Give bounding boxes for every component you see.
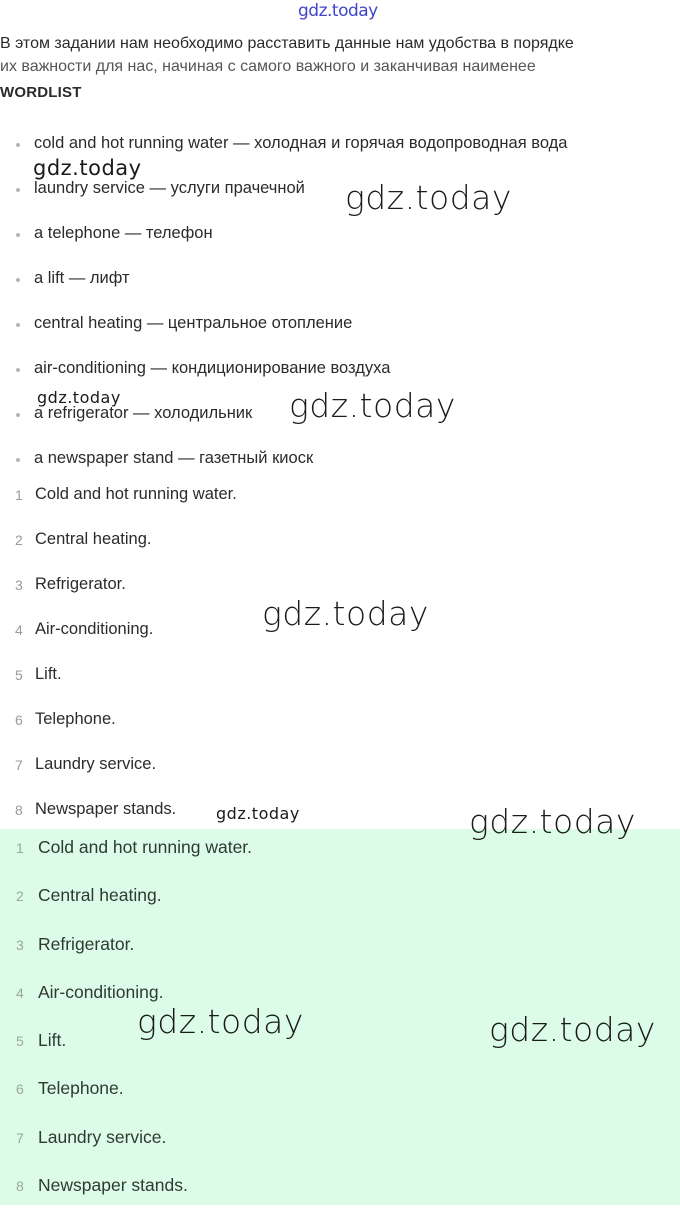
watermark: gdz.today <box>33 156 142 180</box>
bullet-icon <box>16 278 20 282</box>
bullet-icon <box>16 143 20 147</box>
list-item: a lift — лифт <box>0 269 567 314</box>
answer-item: 1 Cold and hot running water. <box>15 485 237 503</box>
list-item: air-conditioning — кондиционирование воздуха <box>0 359 567 404</box>
list-item: a telephone — телефон <box>0 224 567 269</box>
watermark: gdz.today <box>469 802 636 841</box>
watermark: gdz.today <box>489 1010 656 1049</box>
answer-item: 5 Lift. <box>16 1030 67 1051</box>
watermark: gdz.today <box>345 178 512 217</box>
answer-item: 4 Air-conditioning. <box>16 981 164 1002</box>
watermark: gdz.today <box>216 804 300 823</box>
watermark: gdz.today <box>289 386 456 425</box>
list-item: a newspaper stand — газетный киоск <box>0 449 567 494</box>
bullet-icon <box>16 368 20 372</box>
clipped-text-line: их важности для нас, начиная с самого важного и заканчивая наименее <box>0 58 536 75</box>
wordlist-title: WORDLIST <box>0 84 82 101</box>
answer-item: 2 Central heating. <box>16 885 162 906</box>
list-item: cold and hot running water — холодная и горячая водопроводная вода <box>0 134 567 179</box>
list-item: laundry service — услуги прачечной <box>0 179 567 224</box>
list-item: central heating — центральное отопление <box>0 314 567 359</box>
bullet-icon <box>16 233 20 237</box>
bullet-icon <box>16 458 20 462</box>
top-watermark: gdz.today <box>298 1 378 21</box>
answer-item: 3 Refrigerator. <box>16 933 135 954</box>
answer-item: 7 Laundry service. <box>15 755 157 773</box>
bullet-icon <box>16 323 20 327</box>
answer-item: 6 Telephone. <box>16 1078 124 1099</box>
answer-item: 5 Lift. <box>15 665 62 683</box>
answer-item: 4 Air-conditioning. <box>15 620 154 638</box>
intro-text: В этом задании нам необходимо расставить данные нам удобства в порядке <box>0 35 574 52</box>
answer-list <box>0 485 237 845</box>
watermark: gdz.today <box>262 594 429 633</box>
answer-item: 6 Telephone. <box>15 710 116 728</box>
answer-item: 7 Laundry service. <box>16 1126 167 1147</box>
bullet-icon <box>16 413 20 417</box>
bullet-icon <box>16 188 20 192</box>
answer-item: 8 Newspaper stands. <box>16 1175 188 1196</box>
list-item: a refrigerator — холодильник <box>0 404 567 449</box>
watermark: gdz.today <box>137 1002 304 1041</box>
answer-item: 2 Central heating. <box>15 530 152 548</box>
answer-item: 8 Newspaper stands. <box>15 800 177 818</box>
answer-item: 1 Cold and hot running water. <box>16 837 253 857</box>
answer-item: 3 Refrigerator. <box>15 575 126 593</box>
watermark: gdz.today <box>37 388 121 407</box>
